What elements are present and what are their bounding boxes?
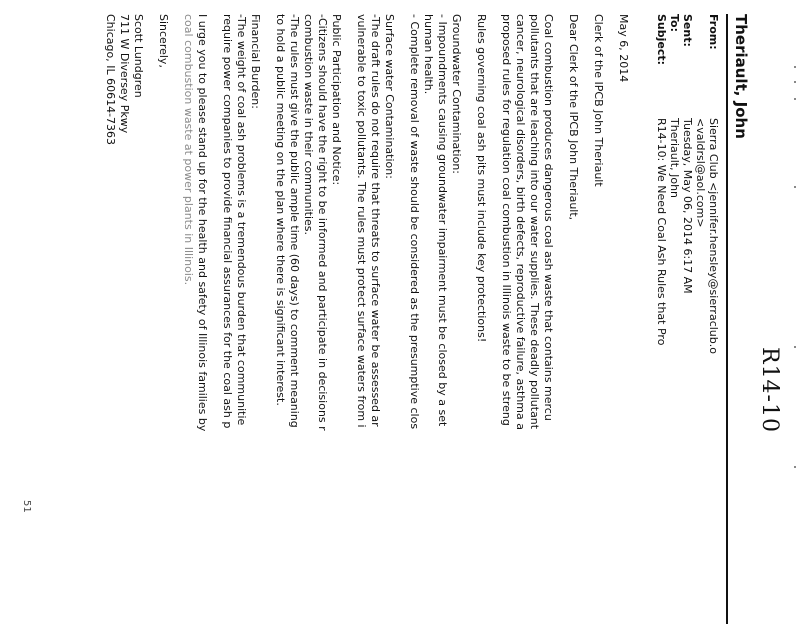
- letter-line: pollutants that are leaching into our water supplies. These deadly pollutant: [528, 14, 541, 430]
- paragraph-gap: [396, 14, 407, 618]
- scan-noise: [780, 46, 800, 586]
- page-number: 51: [21, 500, 32, 513]
- header-label: To:: [668, 14, 681, 32]
- letter-line: Coal combustion produces dangerous coal ash waste that contains mercu: [542, 14, 555, 421]
- letter-line: I urge you to please stand up for the health and safety of Illinois families by: [196, 14, 209, 432]
- header-row-from-cont: [694, 14, 707, 354]
- header-label: Sent:: [681, 14, 694, 47]
- paragraph-gap: [145, 14, 156, 618]
- header-value: R14-10: We Need Coal Ash Rules that Pro: [655, 118, 668, 346]
- letter-line: require power companies to provide financial assurances for the coal ash p: [221, 14, 234, 429]
- letter-line: Rules governing coal ash pits must include key protections!: [475, 14, 488, 343]
- header-value: Theriault, John: [668, 118, 681, 199]
- paragraph-gap: [463, 14, 474, 618]
- header-row-to: [668, 14, 681, 354]
- letter-line: - Impoundments causing groundwater impairment must be closed by a set: [436, 14, 449, 427]
- letter-line: human health.: [422, 14, 435, 95]
- letter-line: Scott Lundgren: [132, 14, 145, 98]
- letter-line: Financial Burden:: [249, 14, 262, 109]
- paragraph-gap: [580, 14, 591, 618]
- letter-line: May 6, 2014: [617, 14, 630, 83]
- email-headers: [655, 14, 720, 354]
- header-divider: [726, 14, 728, 624]
- letter-line: -The weight of coal ash problems is a tremendous burden that communitie: [235, 14, 248, 426]
- letter-body: [103, 14, 630, 618]
- header-label: From:: [707, 14, 720, 50]
- letter-line: coal combustion waste at power plants in Illinois.: [182, 14, 195, 286]
- header-label: [694, 14, 707, 118]
- sender-name: Theriault, John: [732, 14, 750, 139]
- paragraph-gap: [343, 14, 354, 618]
- letter-line: Groundwater Contamination:: [450, 14, 463, 174]
- letter-line: Clerk of the IPCB John Theriault: [592, 14, 605, 187]
- header-label: Subject:: [655, 14, 668, 66]
- paragraph-gap: [605, 14, 616, 618]
- paragraph-gap: [555, 14, 566, 618]
- paragraph-gap: [262, 14, 273, 618]
- letter-line: Sincerely,: [157, 14, 170, 68]
- letter-line: vulnerable to toxic pollutants. The rules must protect surface waters from i: [355, 14, 368, 428]
- letter-line: Surface water Contamination:: [383, 14, 396, 179]
- letter-line: proposed rules for regulation coal combustion in Illinois waste to be streng: [500, 14, 513, 426]
- case-number: R14-10: [757, 347, 782, 433]
- letter-line: -The draft rules do not require that threats to surface water be assessed ar: [369, 14, 382, 427]
- paragraph-gap: [170, 14, 181, 618]
- paragraph-gap: [209, 14, 220, 618]
- letter-line: Public Participation and Notice:: [330, 14, 343, 186]
- letter-line: to hold a public meeting on the plan where there is significant interest.: [274, 14, 287, 406]
- header-value: Tuesday, May 06, 2014 6:17 AM: [681, 118, 694, 294]
- header-row-subject: [655, 14, 668, 354]
- letter-line: Chicago, IL 60614-7363: [104, 14, 117, 146]
- paragraph-gap: [488, 14, 499, 618]
- letter-line: 711 W Diversey Pkwy: [118, 14, 131, 134]
- header-value: <valdrsl@aol.com>: [694, 118, 707, 228]
- header-row-sent: [681, 14, 694, 354]
- letter-line: cancer, neurological disorders, birth defects, reproductive failure, asthma a: [514, 14, 527, 430]
- letter-line: - Complete removal of waste should be considered as the presumptive clos: [408, 14, 421, 430]
- header-value: Sierra Club <jennifer.hensley@sierraclub.o: [707, 118, 720, 354]
- header-row-from: [707, 14, 720, 354]
- letter-line: combustion waste in their communities.: [302, 14, 315, 236]
- letter-line: -Citizens should have the right to be informed and participate in decisions r: [316, 14, 329, 431]
- letter-line: Dear Clerk of the IPCB John Theriault,: [567, 14, 580, 221]
- letter-line: -The rules must give the public ample time (60 days) to comment meaning: [288, 14, 301, 428]
